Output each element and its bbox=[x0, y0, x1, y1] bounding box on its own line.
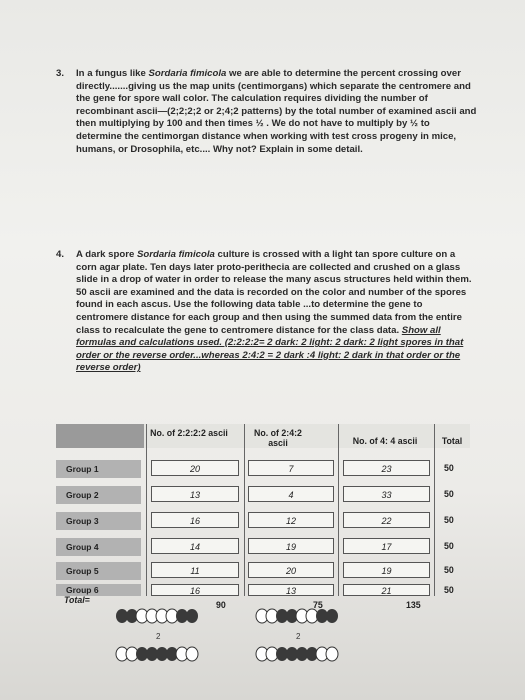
question-4-underlined-instructions: Show all formulas and calculations used. (2:2:2:2= 2 dark: 2 light: 2 dark: 2 light spores in that order or the reverse order...whereas 2:4:2 = 2 dark :4 light: 2 dark in that order or the reverse order) bbox=[76, 324, 464, 374]
cell-44: 22 bbox=[343, 512, 430, 528]
ascus-data-table bbox=[56, 424, 470, 610]
cell-2222: 13 bbox=[151, 486, 239, 502]
cell-2222: 11 bbox=[151, 562, 239, 578]
ascus-242-top bbox=[116, 609, 198, 623]
cell-242: 4 bbox=[248, 486, 334, 502]
cell-total: 50 bbox=[444, 515, 454, 525]
cell-total: 50 bbox=[444, 585, 454, 595]
cell-242: 7 bbox=[248, 460, 334, 476]
cell-44: 23 bbox=[343, 460, 430, 476]
sum-242: 75 bbox=[313, 600, 323, 610]
group-label: Group 6 bbox=[56, 584, 141, 596]
table-row bbox=[56, 460, 470, 480]
cell-total: 50 bbox=[444, 489, 454, 499]
sum-44: 135 bbox=[406, 600, 421, 610]
cell-2222: 14 bbox=[151, 538, 239, 554]
spore-label-left: 2 bbox=[156, 632, 161, 641]
header-44-ascii: No. of 4: 4 ascii bbox=[352, 436, 418, 446]
cell-242: 12 bbox=[248, 512, 334, 528]
cell-242: 20 bbox=[248, 562, 334, 578]
group-label: Group 1 bbox=[56, 460, 141, 478]
ascus-spore-illustrations bbox=[110, 604, 410, 668]
cell-total: 50 bbox=[444, 463, 454, 473]
header-total: Total bbox=[441, 436, 463, 446]
cell-2222: 16 bbox=[151, 512, 239, 528]
sum-2222: 90 bbox=[216, 600, 226, 610]
cell-total: 50 bbox=[444, 565, 454, 575]
header-2222-ascii: No. of 2:2:2:2 ascii bbox=[150, 428, 228, 438]
cell-242: 13 bbox=[248, 584, 334, 596]
question-3-text: In a fungus like Sordaria fimicola we are able to determine the percent crossing over directly.......giving us the map units (centimorgans) which separate the centromere and the gene for spore wall color. The calculation requires dividing the number of recombinant ascii—(2;2;2;2 or 2;4;2 patterns) by the total number of examined ascii and then multiplying by 100 and then times ½ . We do not have to multiply by ½ to determine the centimorgan distance when working with test cross progeny in mice, humans, or Drosophila, etc.... Why not? Explain in some detail. bbox=[76, 68, 477, 155]
ascus-2222-top bbox=[256, 609, 338, 623]
cell-44: 21 bbox=[343, 584, 430, 596]
total-label: Total= bbox=[64, 595, 90, 605]
table-row bbox=[56, 512, 470, 532]
spore-label-right: 2 bbox=[296, 632, 301, 641]
question-4-number: 4. bbox=[56, 249, 65, 260]
question-3 bbox=[56, 68, 477, 156]
cell-2222: 16 bbox=[151, 584, 239, 596]
cell-242: 19 bbox=[248, 538, 334, 554]
cell-44: 17 bbox=[343, 538, 430, 554]
table-row bbox=[56, 584, 470, 600]
table-row bbox=[56, 486, 470, 506]
group-label: Group 5 bbox=[56, 562, 141, 580]
group-label: Group 4 bbox=[56, 538, 141, 556]
cell-total: 50 bbox=[444, 541, 454, 551]
header-242-ascii: No. of 2:4:2 ascii bbox=[254, 428, 302, 448]
cell-44: 19 bbox=[343, 562, 430, 578]
table-row bbox=[56, 562, 470, 582]
group-label: Group 2 bbox=[56, 486, 141, 504]
ascus-242-bottom bbox=[116, 647, 198, 661]
question-4 bbox=[56, 249, 477, 375]
group-label: Group 3 bbox=[56, 512, 141, 530]
ascus-2222-bottom bbox=[256, 647, 338, 661]
question-4-text: A dark spore Sordaria fimicola culture is crossed with a light tan spore culture on a corn agar plate. Ten days later proto-perithecia are collected and crushed on a glass slide in a drop of water in order to release the many ascus structures held within them. 50 ascii are examined and the data is recorded on the color and number of the spores found in each ascus. Use the following data table ...to determine the gene to centromere distance for each group and then using the summed data from the entire class to recalculate the gene to centromere distance for the class data. Show all formulas and calculations used. (2:2:2:2= 2 dark: 2 light: 2 dark: 2 light spores in that order or the reverse order...whereas 2:4:2 = 2 dark :4 light: 2 dark in that order or the reverse order) bbox=[76, 249, 472, 374]
table-row bbox=[56, 538, 470, 558]
cell-2222: 20 bbox=[151, 460, 239, 476]
cell-44: 33 bbox=[343, 486, 430, 502]
question-3-number: 3. bbox=[56, 68, 65, 79]
